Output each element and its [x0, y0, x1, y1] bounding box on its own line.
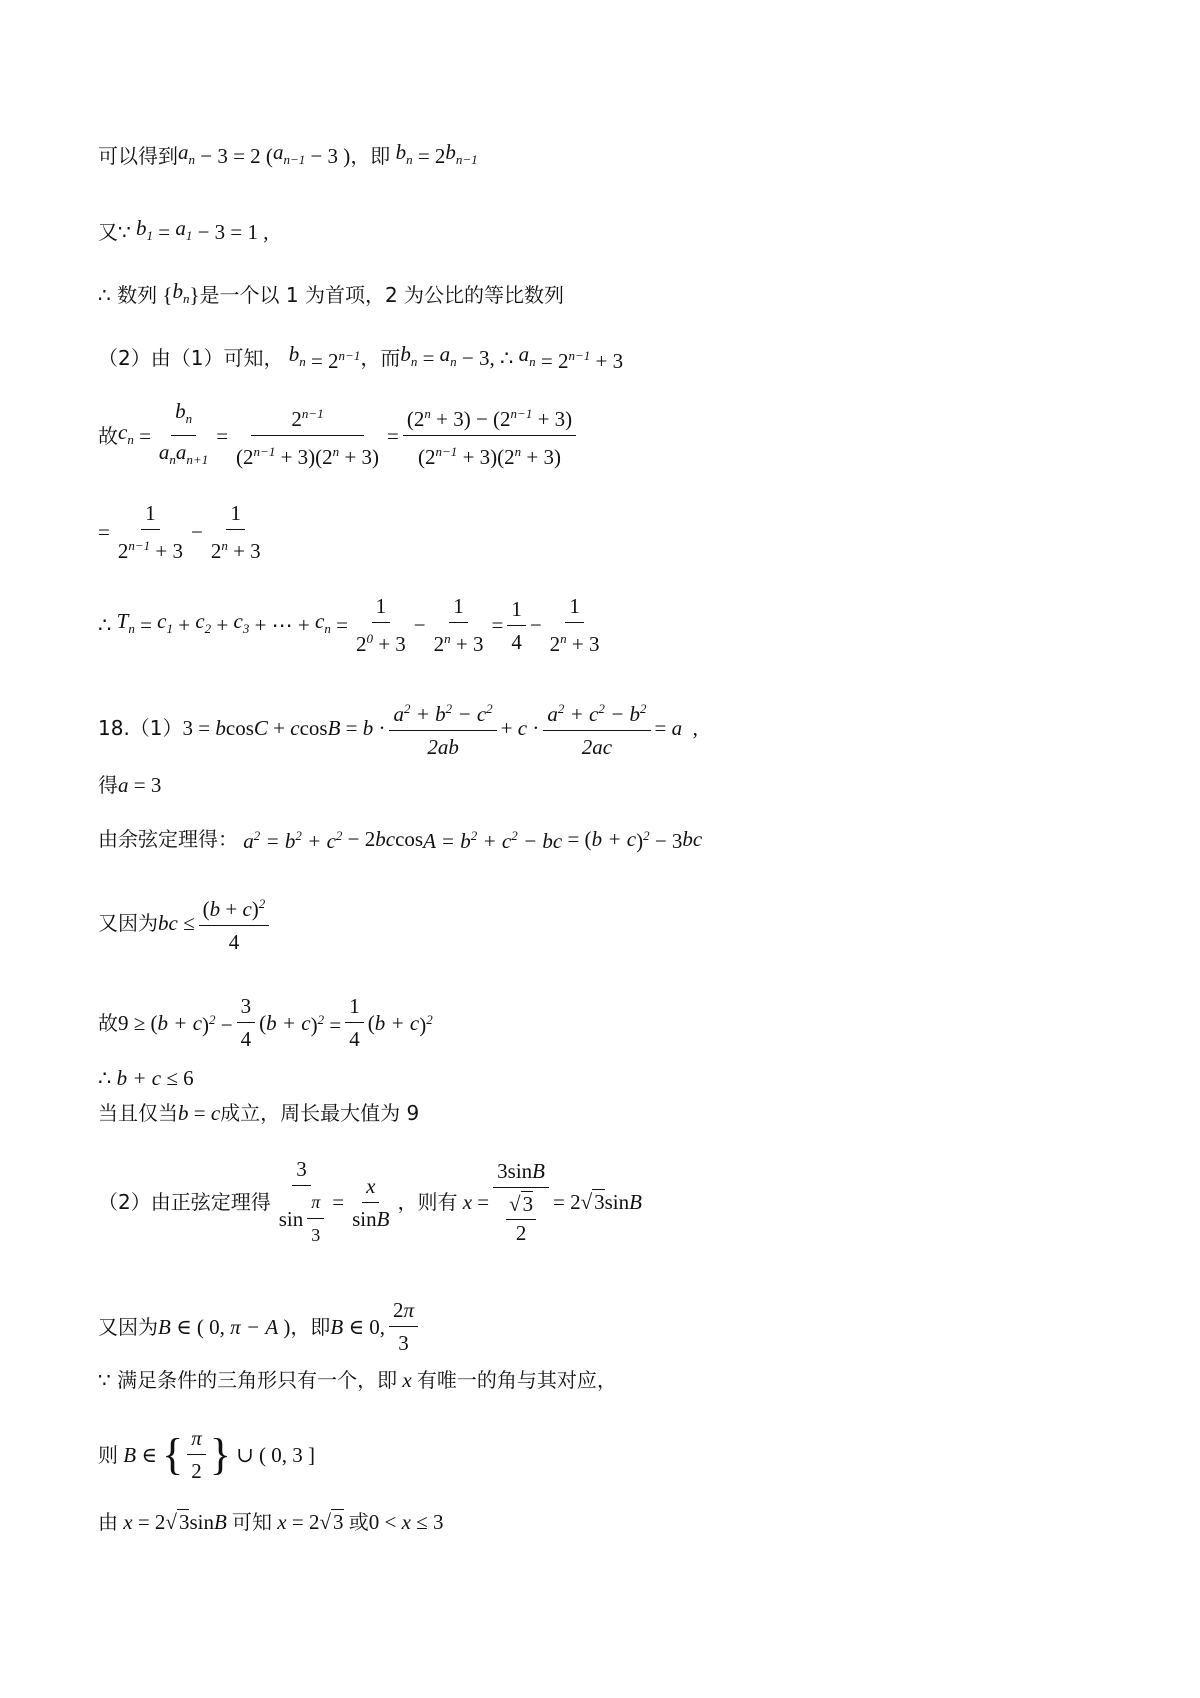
- formula: $T_n$: [116, 608, 135, 637]
- fraction: $\frac{1}{2^n + 3}$: [433, 594, 484, 656]
- formula: $a_n$: [178, 140, 195, 168]
- formula: B: [158, 1314, 171, 1339]
- text: 成立，周长最大值为 9: [220, 1101, 420, 1125]
- solution-line-10: [98, 822, 702, 855]
- formula: c: [517, 716, 528, 740]
- formula: C: [253, 716, 268, 740]
- formula: =: [152, 220, 176, 245]
- formula: $A = b^2 + c^2$ − bc: [423, 828, 563, 853]
- solution-line-19: [98, 1508, 443, 1536]
- fraction: $\frac{1}{4}$: [345, 993, 364, 1052]
- formula: x: [457, 1190, 473, 1214]
- formula: ∈ ( 0,: [170, 1314, 231, 1339]
- formula: =: [134, 613, 158, 637]
- formula: =: [330, 613, 348, 637]
- text: ，则有: [397, 1190, 458, 1214]
- formula: $b_n$: [390, 140, 413, 168]
- formula: {: [157, 283, 173, 308]
- formula: $b_n$: [283, 342, 306, 370]
- text: 故: [98, 423, 118, 448]
- formula: = 2√3: [286, 1510, 344, 1534]
- fraction: $\frac{a^2 + c^2 - b^2}{2ac}$: [543, 696, 650, 760]
- formula: b: [362, 716, 374, 740]
- formula: }: [189, 283, 200, 308]
- formula: =: [188, 1101, 211, 1125]
- fraction: $\frac{(2^n + 3) - (2^{n-1} + 3)}{(2^{n-1} + 3)(2^n + 3)}$: [403, 401, 576, 470]
- formula: ∴: [98, 1066, 117, 1090]
- formula: $a_1$: [175, 216, 193, 244]
- formula: −: [529, 613, 542, 637]
- formula: b + c: [374, 1010, 420, 1035]
- formula: c: [210, 1101, 221, 1125]
- solution-line-18: [98, 1425, 315, 1484]
- formula: $b_n$: [400, 342, 418, 370]
- formula: ·: [527, 716, 540, 740]
- formula: ∴: [98, 613, 117, 637]
- solution-line-4: [98, 340, 623, 376]
- text: 由: [98, 1510, 118, 1534]
- formula: − 3, ∴: [456, 346, 519, 371]
- formula: B: [330, 1314, 344, 1339]
- formula: =: [216, 423, 229, 448]
- formula: ∪ ( 0, 3 ]: [230, 1442, 315, 1467]
- formula: = 3: [128, 773, 162, 797]
- fraction: $\frac{\pi}{2}$: [187, 1425, 206, 1484]
- formula: x: [401, 1510, 411, 1534]
- formula: ·: [373, 716, 386, 740]
- formula: ,: [682, 716, 698, 740]
- text: 18.（1）: [98, 716, 183, 740]
- formula: $a^2 = b^2 + c^2$: [238, 828, 343, 853]
- formula: =: [133, 423, 151, 448]
- formula: =: [472, 1190, 490, 1214]
- solution-line-16: [98, 1297, 422, 1356]
- formula: $a_{n-1}$: [272, 140, 306, 168]
- formula: bc: [158, 911, 178, 935]
- formula: ≤ 6: [161, 1066, 194, 1090]
- formula: x: [397, 1368, 417, 1392]
- solution-line-5: [98, 398, 580, 473]
- formula: =: [387, 423, 399, 448]
- formula: $c_1$: [157, 608, 173, 637]
- solution-line-8: [98, 696, 698, 760]
- solution-line-1: [98, 138, 478, 174]
- text: ，即: [350, 144, 391, 169]
- fraction: $\frac{1}{2^{n-1} + 3}$: [117, 501, 183, 563]
- formula: $a_n$: [518, 342, 536, 370]
- formula: b + c: [157, 1010, 203, 1035]
- fraction: 3sinB √3 2: [493, 1158, 549, 1246]
- text: 又因为: [98, 1314, 158, 1339]
- formula: −: [413, 613, 426, 637]
- text: 可知: [232, 1510, 273, 1534]
- formula: ∈: [136, 1442, 163, 1467]
- formula: c: [290, 716, 300, 740]
- formula: )$^2$ =: [310, 1012, 342, 1037]
- formula: (: [367, 1010, 375, 1035]
- fraction: $\frac{2^{n-1}}{(2^{n-1} + 3)(2^n + 3)}$: [232, 401, 383, 470]
- formula: − 3 = 1 ,: [192, 220, 269, 245]
- formula: =: [98, 520, 110, 544]
- solution-line-7: [98, 593, 608, 657]
- text: ，即: [290, 1314, 331, 1339]
- text: 得: [98, 773, 118, 797]
- right-brace: }: [209, 1429, 231, 1479]
- solution-line-6: [98, 500, 269, 564]
- formula: $c_n$: [315, 608, 331, 637]
- solution-line-11: [98, 891, 273, 955]
- fraction: $\frac{1}{4}$: [507, 596, 526, 655]
- text: ，而: [360, 346, 401, 371]
- formula: +: [211, 613, 234, 637]
- formula: = (: [562, 826, 592, 851]
- text: （2）由正弦定理得: [98, 1190, 271, 1214]
- formula: − 2: [342, 826, 376, 851]
- formula: cos: [299, 716, 328, 740]
- text: ∴ 数列: [98, 283, 158, 308]
- formula: =: [332, 1190, 345, 1214]
- solution-line-3: [98, 277, 564, 313]
- formula: $b_n$: [172, 279, 190, 307]
- fraction: $\frac{(b + c)^2}{4}$: [199, 891, 270, 955]
- formula: =: [417, 346, 440, 371]
- formula: 9 ≥ (: [118, 1010, 158, 1035]
- formula: =: [654, 716, 672, 740]
- formula: ≤: [177, 911, 195, 935]
- formula: 0 <: [368, 1510, 402, 1534]
- formula: b + c: [266, 1010, 311, 1035]
- formula: = 2√3sinB: [552, 1190, 642, 1214]
- formula: +: [500, 716, 518, 740]
- formula: bc: [375, 826, 396, 851]
- formula: a: [118, 773, 129, 797]
- formula: 3 =: [182, 716, 216, 740]
- formula: − 3 ): [305, 144, 351, 169]
- formula: B: [327, 716, 341, 740]
- fraction: 3 sin $\frac{\pi}{3}$: [275, 1156, 329, 1248]
- formula: π − A: [230, 1314, 279, 1339]
- formula: +: [267, 716, 291, 740]
- formula: b + c: [116, 1066, 162, 1090]
- text: 又因为: [98, 911, 158, 935]
- formula: $a_n$: [439, 342, 457, 370]
- formula: b: [178, 1101, 189, 1125]
- solution-line-15: [98, 1156, 642, 1248]
- formula: cos: [225, 716, 254, 740]
- fraction: $\frac{1}{2^n + 3}$: [549, 594, 600, 656]
- text: 由余弦定理得：: [98, 826, 238, 851]
- text: 是一个以 1 为首项，2 为公比的等比数列: [199, 283, 565, 308]
- formula: x: [118, 1510, 133, 1534]
- text: 可以得到: [98, 144, 178, 169]
- solution-line-13: [98, 1064, 194, 1092]
- formula: − 3 = 2 (: [195, 144, 273, 169]
- formula: + ⋯ +: [249, 613, 316, 637]
- formula: ≤ 3: [410, 1510, 444, 1534]
- formula: = 2: [412, 144, 446, 169]
- solution-line-14: [98, 1099, 419, 1127]
- text: 有唯一的角与其对应，: [416, 1368, 617, 1392]
- formula: ): [278, 1314, 291, 1339]
- formula: $c_n$: [118, 419, 134, 447]
- fraction: $\frac{b_n}{a_na_{n+1}}$: [158, 399, 209, 468]
- formula: b: [215, 716, 226, 740]
- text: ∵ 满足条件的三角形只有一个，即: [98, 1368, 398, 1392]
- fraction: $\frac{1}{2^n + 3}$: [210, 501, 261, 563]
- formula: = 2√3sinB: [132, 1510, 227, 1534]
- formula: = $2^{n-1} + 3$: [535, 347, 624, 373]
- formula: +: [172, 613, 196, 637]
- formula: −: [190, 520, 203, 544]
- formula: cos: [395, 826, 424, 851]
- solution-line-17: [98, 1366, 617, 1394]
- text: 故: [98, 1010, 118, 1035]
- fraction: $\frac{a^2 + b^2 - c^2}{2ab}$: [389, 696, 496, 760]
- text: 则: [98, 1442, 118, 1467]
- formula: B: [118, 1442, 137, 1467]
- formula: ∈ 0,: [343, 1314, 386, 1339]
- text: 当且仅当: [98, 1101, 178, 1125]
- fraction: $\frac{3}{4}$: [237, 993, 256, 1052]
- formula: a: [671, 716, 683, 740]
- formula: $c_2$: [195, 608, 212, 637]
- formula: bc: [682, 826, 703, 851]
- fraction: $\frac{1}{2^0 + 3}$: [355, 594, 406, 656]
- formula: (: [259, 1010, 267, 1035]
- fraction: $\frac{2\pi}{3}$: [389, 1297, 418, 1356]
- text: 或: [348, 1510, 369, 1534]
- formula: )$^2$ − 3: [636, 828, 683, 853]
- left-brace: {: [162, 1429, 184, 1479]
- formula: =: [340, 716, 363, 740]
- text: （2）由（1）可知，: [98, 346, 284, 371]
- fraction: $\frac{x}{\sin B}$: [352, 1173, 390, 1231]
- formula: $b_1$: [130, 216, 153, 244]
- formula: = $2^{n-1}$: [305, 347, 361, 373]
- solution-line-2: [98, 214, 269, 250]
- solution-line-12: [98, 993, 433, 1052]
- formula: =: [491, 613, 504, 637]
- formula: x: [272, 1510, 287, 1534]
- formula: b + c: [591, 826, 637, 851]
- formula: )$^2$ −: [202, 1012, 233, 1037]
- formula: $c_3$: [233, 608, 250, 637]
- formula: $b_{n-1}$: [445, 140, 478, 168]
- solution-line-9: [98, 771, 161, 799]
- text: 又∵: [98, 220, 131, 245]
- formula: )$^2$: [419, 1012, 433, 1037]
